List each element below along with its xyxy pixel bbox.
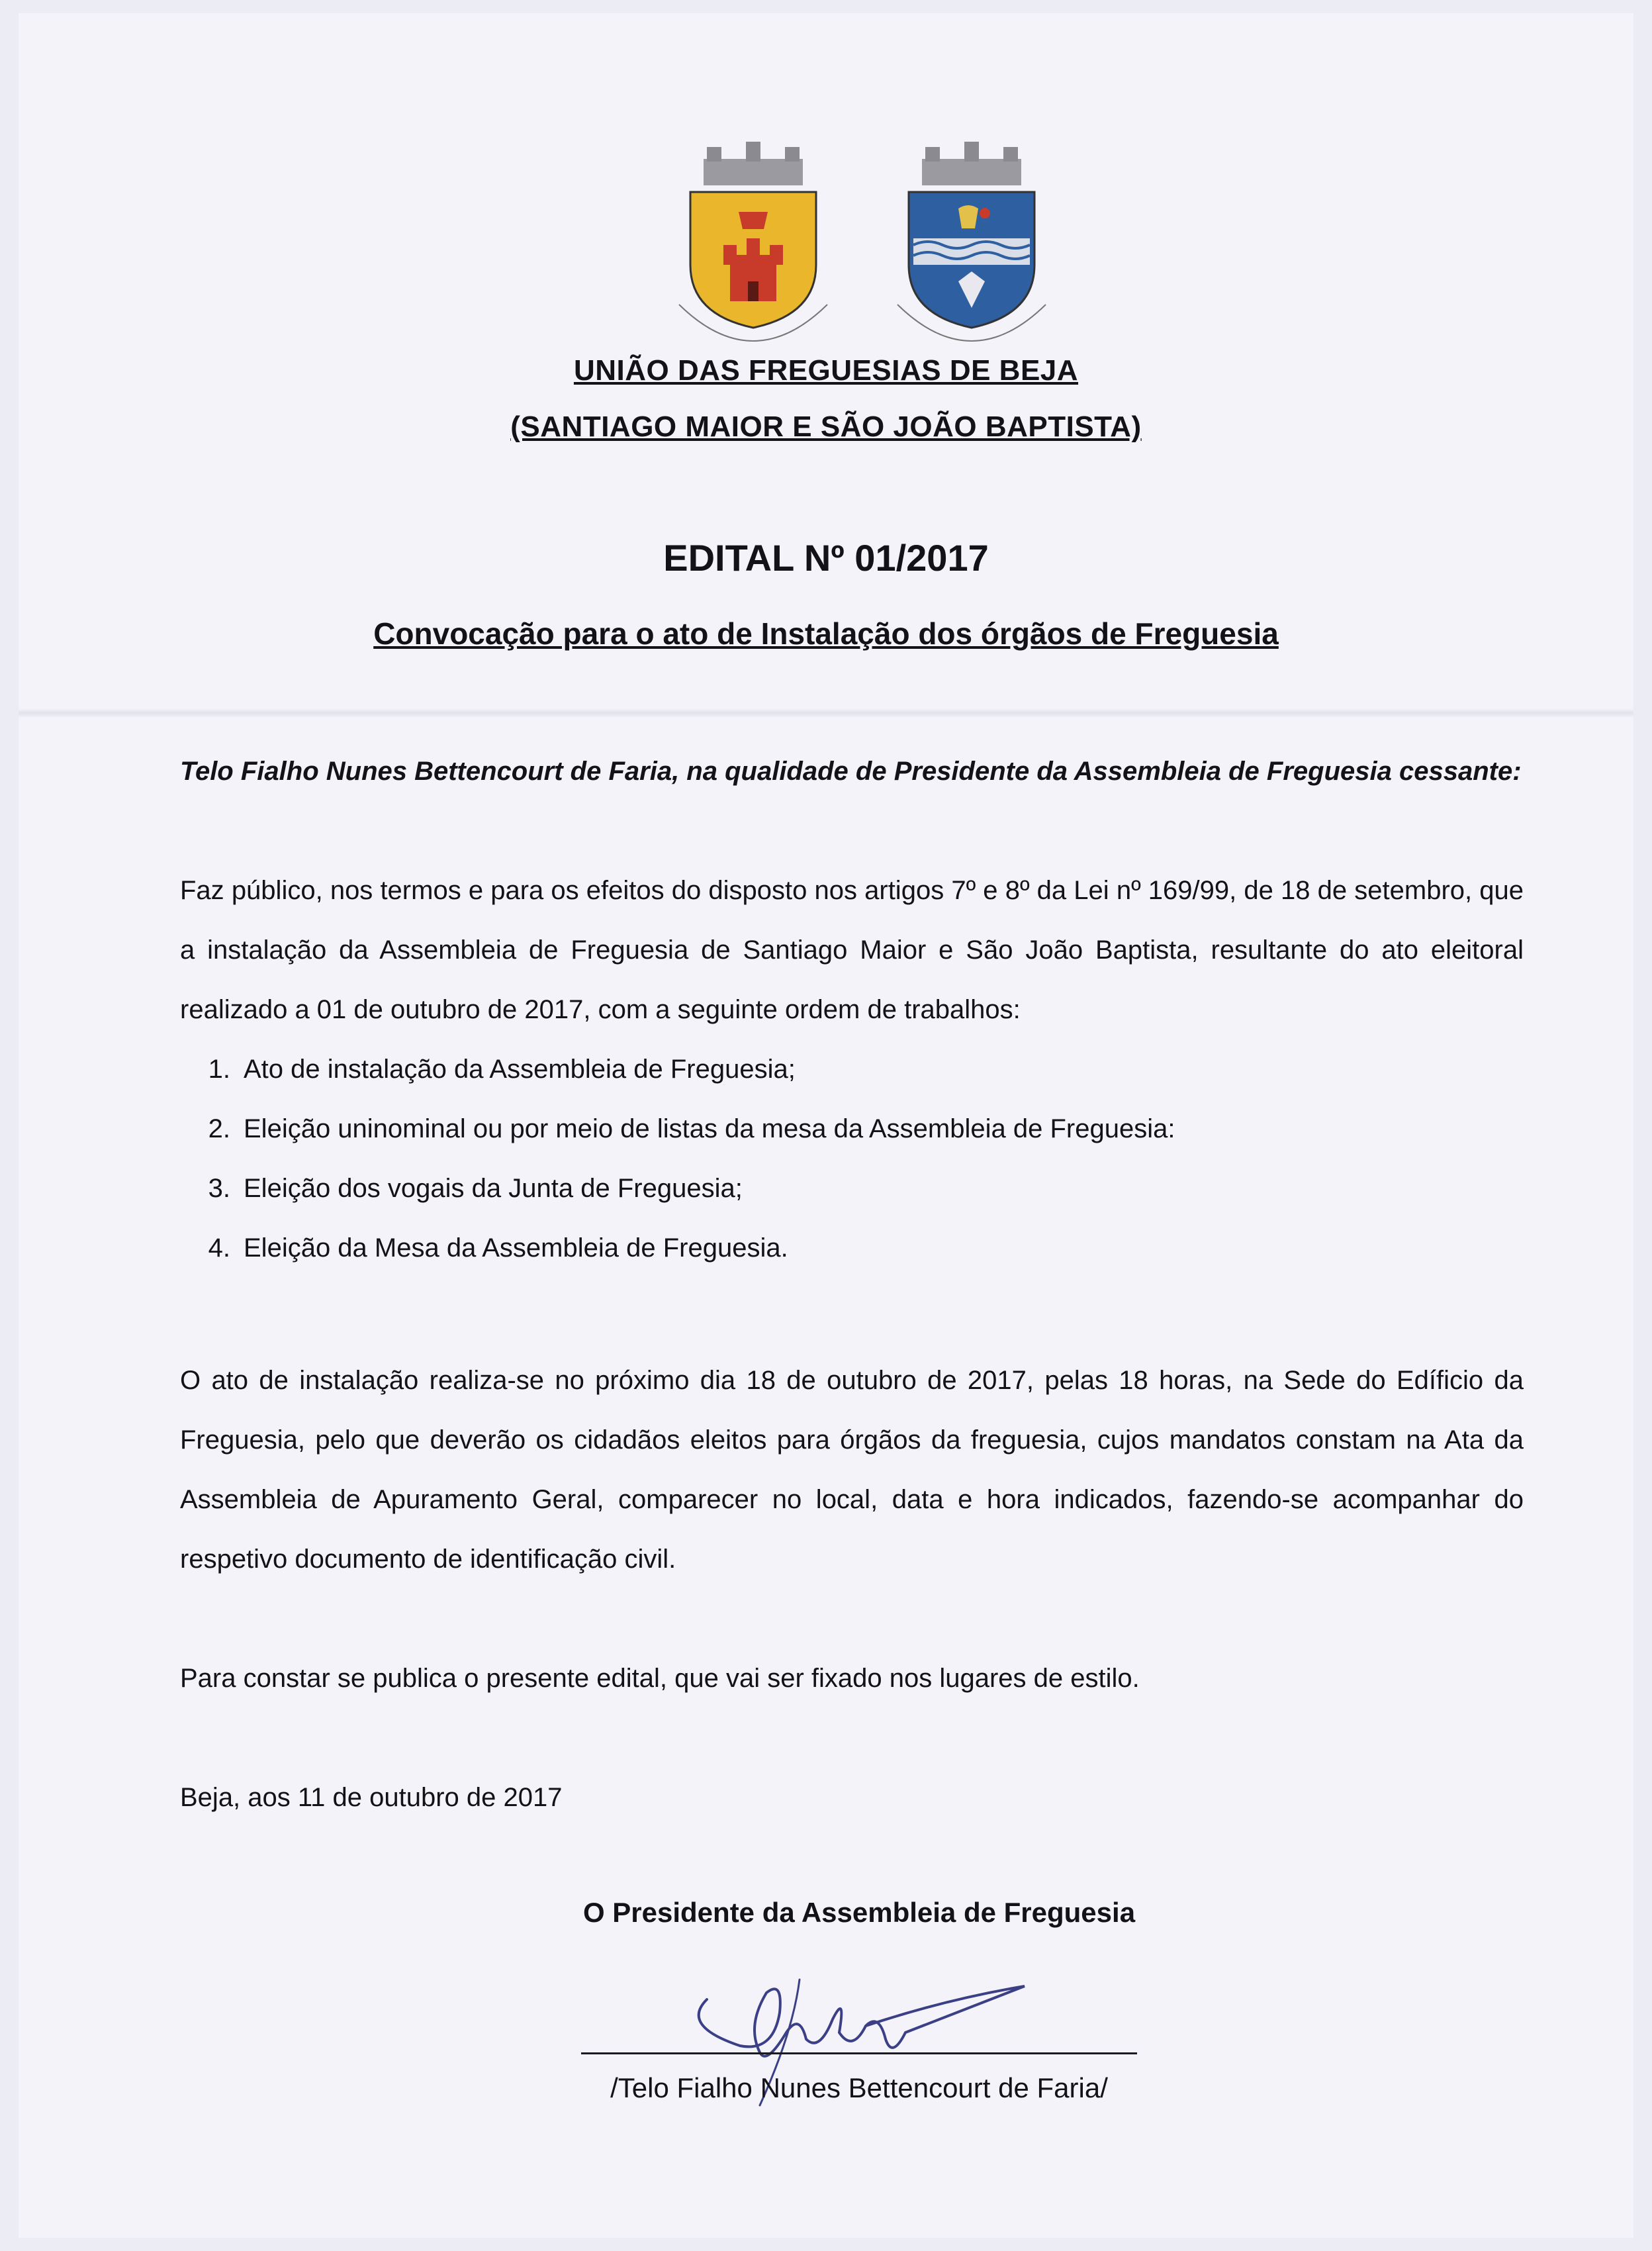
signatory-role: O Presidente da Assembleia de Freguesia [582,1897,1136,1928]
document-page [19,13,1633,2238]
body-paragraph-3: Para constar se publica o presente edital, que vai ser fixado nos lugares de estilo. [180,1664,1140,1693]
list-item: 2. Eleição uninominal ou por meio de listas da mesa da Assembleia de Freguesia: [208,1114,1175,1143]
edital-subtitle: Convocação para o ato de Instalação dos órgãos de Freguesia [373,616,1279,651]
body-paragraph-1: Faz público, nos termos e para os efeitos do disposto nos artigos 7º e 8º da Lei nº 169/99, de 18 de setembro, que a instalação da Assembleia de Freguesia de Santiago Maior e São João Baptista, resultante do ato eleitoral realizado a 01 de outubro de 2017, com a seguinte ordem de trabalhos: [180,876,1524,1024]
organization-name: UNIÃO DAS FREGUESIAS DE BEJA [573,354,1079,387]
list-item: 1. Ato de instalação da Assembleia de Freguesia; [208,1055,796,1084]
edital-title: EDITAL Nº 01/2017 [663,537,989,579]
organization-subtitle: (SANTIAGO MAIOR E SÃO JOÃO BAPTISTA) [510,410,1142,443]
signatory-name: /Telo Fialho Nunes Bettencourt de Faria/ [610,2072,1108,2103]
list-item: 4. Eleição da Mesa da Assembleia de Freguesia. [208,1233,788,1263]
signature-line [581,2052,1137,2054]
coats-of-arms [667,139,1078,377]
place-date: Beja, aos 11 de outubro de 2017 [180,1783,563,1812]
agenda-list [180,1039,1524,1278]
santiago-maior-crest [679,142,827,341]
body-paragraph-2: O ato de instalação realiza-se no próximo dia 18 de outubro de 2017, pelas 18 horas, na Sede do Edíficio da Freguesia, pelo que deverão os cidadãos eleitos para órgãos da freguesia, cujos mandatos constam na Ata da Assembleia de Apuramento Geral, comparecer no local, data e hora indicados, fazendo-se acompanhar do respetivo documento de identificação civil. [180,1366,1524,1574]
sao-joao-baptista-crest [897,142,1046,341]
paper-fold [19,708,1633,718]
intro-paragraph: Telo Fialho Nunes Bettencourt de Faria, na qualidade de Presidente da Assembleia de Freguesia cessante: [180,757,1522,786]
list-item: 3. Eleição dos vogais da Junta de Freguesia; [208,1174,743,1203]
